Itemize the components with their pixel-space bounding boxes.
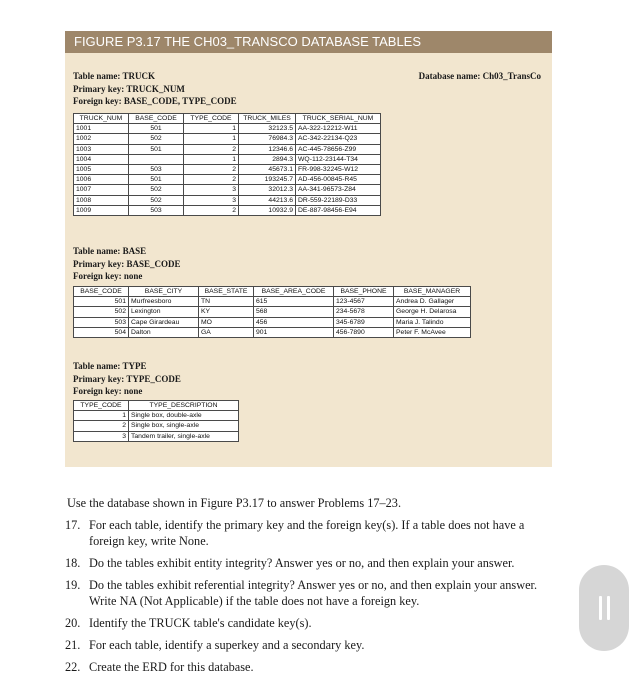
- table-row: [74, 431, 239, 441]
- base-header-row: [74, 287, 471, 297]
- base-foreign-key: Foreign key: none: [73, 271, 143, 281]
- table-cell: AD-456-00845-R45: [296, 175, 381, 185]
- table-cell: 615: [254, 297, 334, 307]
- table-cell: 2: [184, 144, 239, 154]
- table-cell: 502: [129, 195, 184, 205]
- table-row: [74, 124, 381, 134]
- type-foreign-key: Foreign key: none: [73, 386, 143, 396]
- database-name: Database name: Ch03_TransCo: [418, 71, 541, 81]
- table-cell: 3: [74, 431, 129, 441]
- table-row: [74, 185, 381, 195]
- problem-item: [65, 659, 557, 675]
- table-cell: Murfreesboro: [129, 297, 199, 307]
- col-header: TRUCK_MILES: [239, 114, 296, 124]
- table-cell: 1007: [74, 185, 129, 195]
- table-cell: 503: [129, 165, 184, 175]
- problem-number: 18.: [65, 556, 81, 570]
- table-cell: 1008: [74, 195, 129, 205]
- truck-meta: [73, 70, 237, 108]
- table-cell: 44213.6: [239, 195, 296, 205]
- col-header: TYPE_CODE: [74, 401, 129, 411]
- problem-text: For each table, identify the primary key and the foreign key(s). If a table does not have a foreign key, write None.: [89, 518, 525, 548]
- table-cell: 901: [254, 327, 334, 337]
- table-row: [74, 317, 471, 327]
- table-cell: AA-341-96573-Z84: [296, 185, 381, 195]
- table-cell: Dalton: [129, 327, 199, 337]
- table-cell: 32123.5: [239, 124, 296, 134]
- table-row: [74, 144, 381, 154]
- type-meta: [73, 360, 181, 398]
- problem-text: Do the tables exhibit entity integrity? Answer yes or no, and then explain your answer.: [89, 556, 515, 570]
- table-cell: 2894.3: [239, 154, 296, 164]
- table-row: [74, 175, 381, 185]
- problem-text: Identify the TRUCK table's candidate key(s).: [89, 616, 312, 630]
- table-cell: 10932.9: [239, 205, 296, 215]
- problem-number: 20.: [65, 616, 81, 630]
- table-cell: 2: [74, 421, 129, 431]
- table-cell: 2: [184, 175, 239, 185]
- table-cell: 501: [129, 124, 184, 134]
- table-cell: 1001: [74, 124, 129, 134]
- truck-header-row: [74, 114, 381, 124]
- type-header-row: [74, 401, 239, 411]
- table-cell: AC-445-78656-Z99: [296, 144, 381, 154]
- col-header: BASE_STATE: [199, 287, 254, 297]
- table-cell: 1002: [74, 134, 129, 144]
- table-cell: 503: [74, 317, 129, 327]
- table-cell: KY: [199, 307, 254, 317]
- table-cell: Andrea D. Gallager: [394, 297, 471, 307]
- table-cell: DR-559-22189-D33: [296, 195, 381, 205]
- table-cell: [129, 154, 184, 164]
- table-cell: 1005: [74, 165, 129, 175]
- table-cell: 501: [129, 175, 184, 185]
- problem-item: [65, 577, 557, 609]
- table-cell: 2: [184, 205, 239, 215]
- problem-number: 19.: [65, 578, 81, 592]
- table-cell: MO: [199, 317, 254, 327]
- table-cell: 501: [129, 144, 184, 154]
- table-cell: 568: [254, 307, 334, 317]
- table-cell: Tandem trailer, single-axle: [129, 431, 239, 441]
- type-table-name: Table name: TYPE: [73, 361, 147, 371]
- col-header: BASE_CODE: [129, 114, 184, 124]
- table-row: [74, 205, 381, 215]
- table-row: [74, 421, 239, 431]
- table-cell: 1: [74, 411, 129, 421]
- problem-number: 21.: [65, 638, 81, 652]
- table-cell: Maria J. Talindo: [394, 317, 471, 327]
- table-row: [74, 154, 381, 164]
- problem-item: [65, 555, 557, 571]
- problem-number: 22.: [65, 660, 81, 674]
- table-cell: TN: [199, 297, 254, 307]
- table-cell: 76984.3: [239, 134, 296, 144]
- table-cell: 1006: [74, 175, 129, 185]
- problem-intro: Use the database shown in Figure P3.17 to answer Problems 17–23.: [67, 496, 402, 510]
- table-cell: 32012.3: [239, 185, 296, 195]
- base-table-name: Table name: BASE: [73, 246, 147, 256]
- table-cell: 12346.6: [239, 144, 296, 154]
- table-cell: 1009: [74, 205, 129, 215]
- type-primary-key: Primary key: TYPE_CODE: [73, 373, 181, 384]
- table-cell: Single box, double-axle: [129, 411, 239, 421]
- problem-text: For each table, identify a superkey and a secondary key.: [89, 638, 365, 652]
- table-cell: DE-887-98456-E94: [296, 205, 381, 215]
- truck-table: [73, 113, 381, 216]
- col-header: BASE_MANAGER: [394, 287, 471, 297]
- col-header: BASE_CODE: [74, 287, 129, 297]
- col-header: TRUCK_SERIAL_NUM: [296, 114, 381, 124]
- table-cell: 2: [184, 165, 239, 175]
- table-cell: Cape Girardeau: [129, 317, 199, 327]
- table-cell: GA: [199, 327, 254, 337]
- table-cell: FR-998-32245-W12: [296, 165, 381, 175]
- table-cell: 456-7890: [334, 327, 394, 337]
- table-cell: Lexington: [129, 307, 199, 317]
- truck-table-name: Table name: TRUCK: [73, 71, 156, 81]
- table-cell: 1003: [74, 144, 129, 154]
- table-row: [74, 134, 381, 144]
- problem-number: 17.: [65, 518, 81, 532]
- table-cell: 1004: [74, 154, 129, 164]
- col-header: TYPE_CODE: [184, 114, 239, 124]
- table-cell: 193245.7: [239, 175, 296, 185]
- table-row: [74, 327, 471, 337]
- table-row: [74, 165, 381, 175]
- table-cell: 504: [74, 327, 129, 337]
- table-row: [74, 297, 471, 307]
- table-row: [74, 195, 381, 205]
- table-cell: 502: [129, 185, 184, 195]
- base-table: [73, 286, 471, 338]
- col-header: TYPE_DESCRIPTION: [129, 401, 239, 411]
- problem-text: Create the ERD for this database.: [89, 660, 254, 674]
- table-cell: Peter F. McAvee: [394, 327, 471, 337]
- table-row: [74, 307, 471, 317]
- table-cell: 501: [74, 297, 129, 307]
- figure-title: FIGURE P3.17 THE CH03_TRANSCO DATABASE TABLES: [65, 31, 552, 53]
- table-cell: 3: [184, 195, 239, 205]
- problem-item: [65, 637, 557, 653]
- type-table: [73, 400, 239, 442]
- table-cell: AA-322-12212-W11: [296, 124, 381, 134]
- scroll-handle[interactable]: [579, 565, 629, 651]
- table-cell: 1: [184, 124, 239, 134]
- problem-item: [65, 615, 557, 631]
- table-cell: George H. Delarosa: [394, 307, 471, 317]
- table-cell: 45673.1: [239, 165, 296, 175]
- table-cell: 1: [184, 134, 239, 144]
- col-header: BASE_PHONE: [334, 287, 394, 297]
- truck-primary-key: Primary key: TRUCK_NUM: [73, 83, 185, 94]
- table-cell: 234-5678: [334, 307, 394, 317]
- col-header: BASE_AREA_CODE: [254, 287, 334, 297]
- table-cell: 3: [184, 185, 239, 195]
- table-cell: 1: [184, 154, 239, 164]
- table-cell: 502: [129, 134, 184, 144]
- table-cell: 345-6789: [334, 317, 394, 327]
- base-meta: [73, 245, 181, 283]
- base-primary-key: Primary key: BASE_CODE: [73, 258, 181, 269]
- col-header: TRUCK_NUM: [74, 114, 129, 124]
- col-header: BASE_CITY: [129, 287, 199, 297]
- table-cell: 503: [129, 205, 184, 215]
- table-cell: 502: [74, 307, 129, 317]
- truck-foreign-key: Foreign key: BASE_CODE, TYPE_CODE: [73, 96, 237, 106]
- table-cell: 456: [254, 317, 334, 327]
- table-cell: 123-4567: [334, 297, 394, 307]
- table-cell: WQ-112-23144-T34: [296, 154, 381, 164]
- problem-item: [65, 517, 557, 549]
- table-cell: Single box, single-axle: [129, 421, 239, 431]
- figure-panel: [65, 31, 552, 467]
- problem-text: Do the tables exhibit referential integrity? Answer yes or no, and then explain your answer. Write NA (Not Applicable) if the table does not have a foreign key.: [89, 578, 538, 608]
- table-cell: AC-342-22134-Q23: [296, 134, 381, 144]
- problem-list: [65, 495, 557, 681]
- table-row: [74, 411, 239, 421]
- grip-icon: [599, 596, 610, 620]
